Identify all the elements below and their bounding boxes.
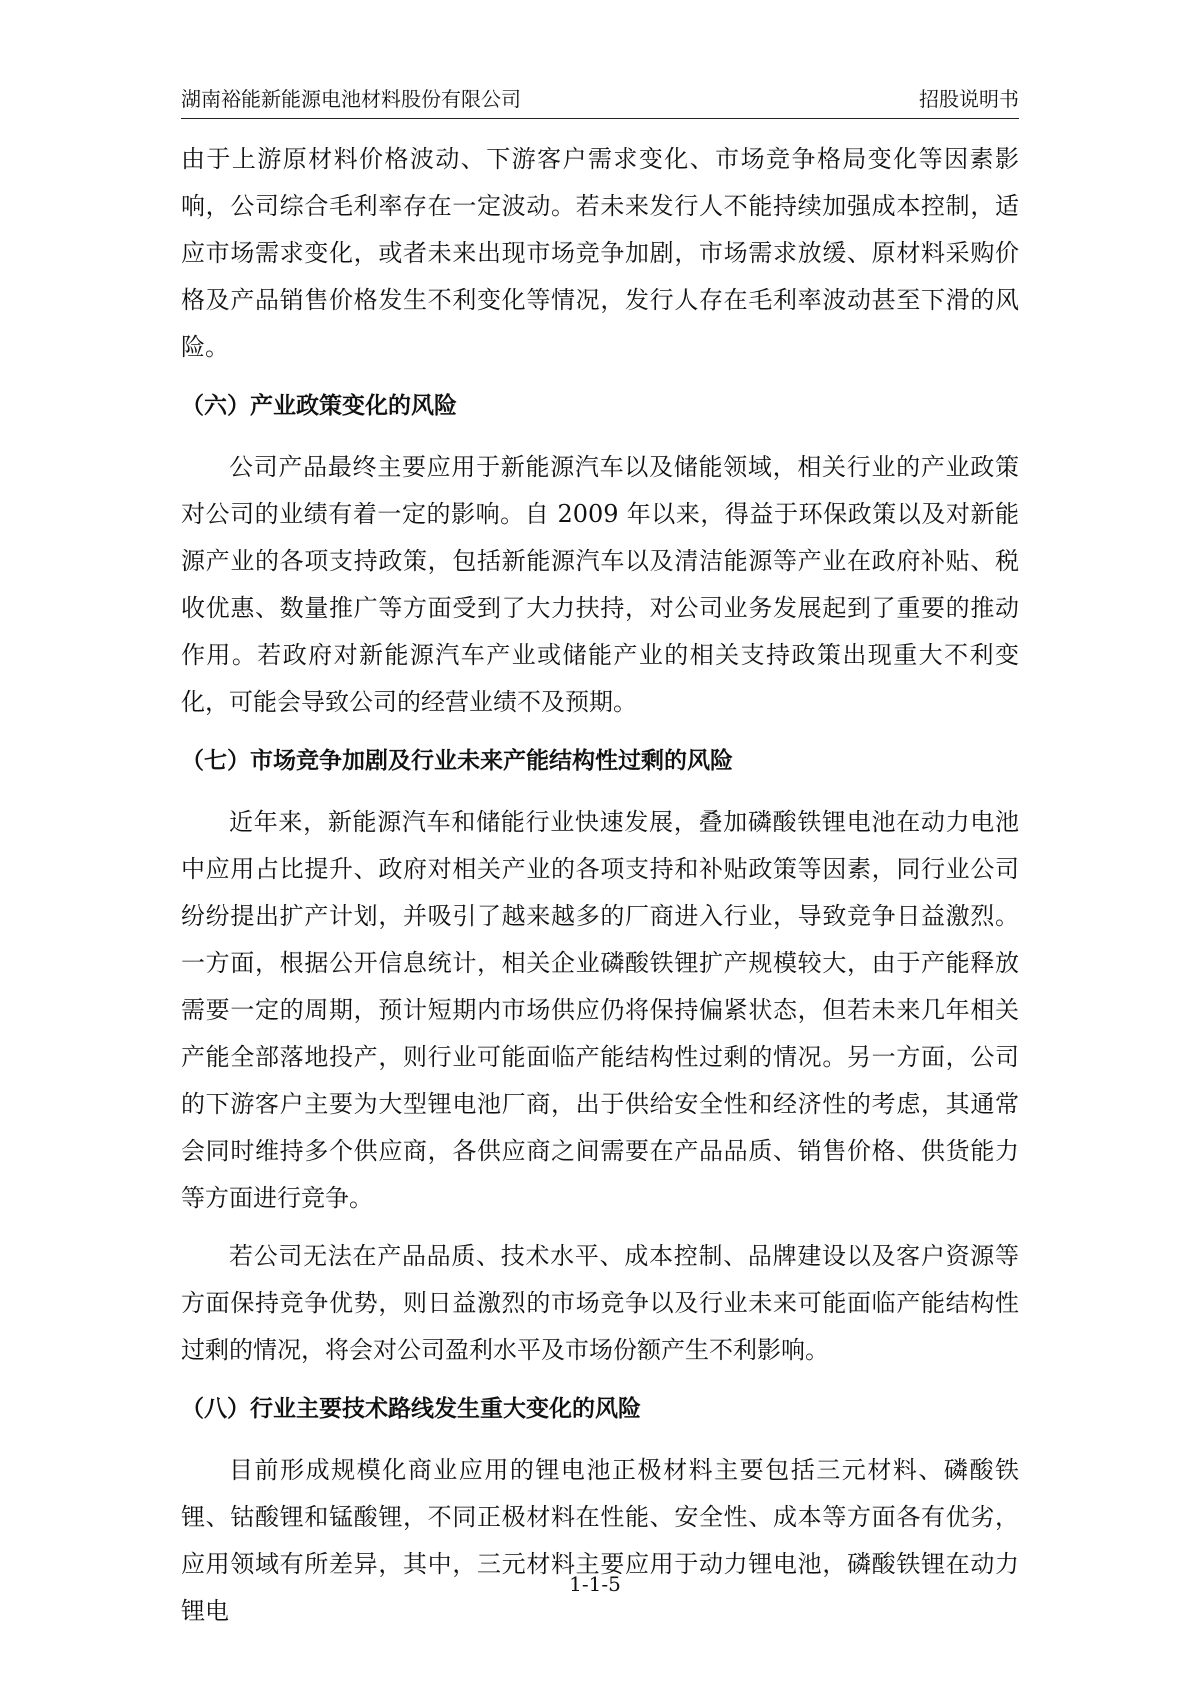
paragraph-industry-policy: 公司产品最终主要应用于新能源汽车以及储能领域，相关行业的产业政策对公司的业绩有着一定的影响。自 2009 年以来，得益于环保政策以及对新能源产业的各项支持政策，包括新能源汽车以及清洁能源等产业在政府补贴、税收优惠、数量推广等方面受到了大力扶持，对公司业务发展起到了重要的推动作用。若政府对新能源汽车产业或储能产业的相关支持政策出现重大不利变化，可能会导致公司的经营业绩不及预期。	[181, 453, 1019, 716]
section-heading-6: （六）产业政策变化的风险	[181, 393, 457, 419]
paragraph-competition: 近年来，新能源汽车和储能行业快速发展，叠加磷酸铁锂电池在动力电池中应用占比提升、政府对相关产业的各项支持和补贴政策等因素，同行业公司纷纷提出扩产计划，并吸引了越来越多的厂商进入行业，导致竞争日益激烈。一方面，根据公开信息统计，相关企业磷酸铁锂扩产规模较大，由于产能释放需要一定的周期，预计短期内市场供应仍将保持偏紧状态，但若未来几年相关产能全部落地投产，则行业可能面临产能结构性过剩的情况。另一方面，公司的下游客户主要为大型锂电池厂商，出于供给安全性和经济性的考虑，其通常会同时维持多个供应商，各供应商之间需要在产品品质、销售价格、供货能力等方面进行竞争。	[181, 808, 1019, 1212]
section-heading-7: （七）市场竞争加剧及行业未来产能结构性过剩的风险	[181, 748, 733, 774]
section-heading-8: （八）行业主要技术路线发生重大变化的风险	[181, 1396, 641, 1422]
page-number: 1-1-5	[569, 1572, 621, 1596]
document-body	[181, 136, 1019, 1635]
header-document-type: 招股说明书	[919, 87, 1019, 111]
paragraph-gross-margin: 由于上游原材料价格波动、下游客户需求变化、市场竞争格局变化等因素影响，公司综合毛利率存在一定波动。若未来发行人不能持续加强成本控制，适应市场需求变化，或者未来出现市场竞争加剧，市场需求放缓、原材料采购价格及产品销售价格发生不利变化等情况，发行人存在毛利率波动甚至下滑的风险。	[181, 145, 1019, 361]
header-company-name: 湖南裕能新能源电池材料股份有限公司	[181, 87, 521, 111]
paragraph-technology-route: 目前形成规模化商业应用的锂电池正极材料主要包括三元材料、磷酸铁锂、钴酸锂和锰酸锂，不同正极材料在性能、安全性、成本等方面各有优劣，应用领域有所差异，其中，三元材料主要应用于动力锂电池，磷酸铁锂在动力锂电	[181, 1456, 1019, 1625]
page-header	[181, 80, 1019, 119]
paragraph-competition-impact: 若公司无法在产品品质、技术水平、成本控制、品牌建设以及客户资源等方面保持竞争优势，则日益激烈的市场竞争以及行业未来可能面临产能结构性过剩的情况，将会对公司盈利水平及市场份额产生不利影响。	[181, 1242, 1019, 1364]
